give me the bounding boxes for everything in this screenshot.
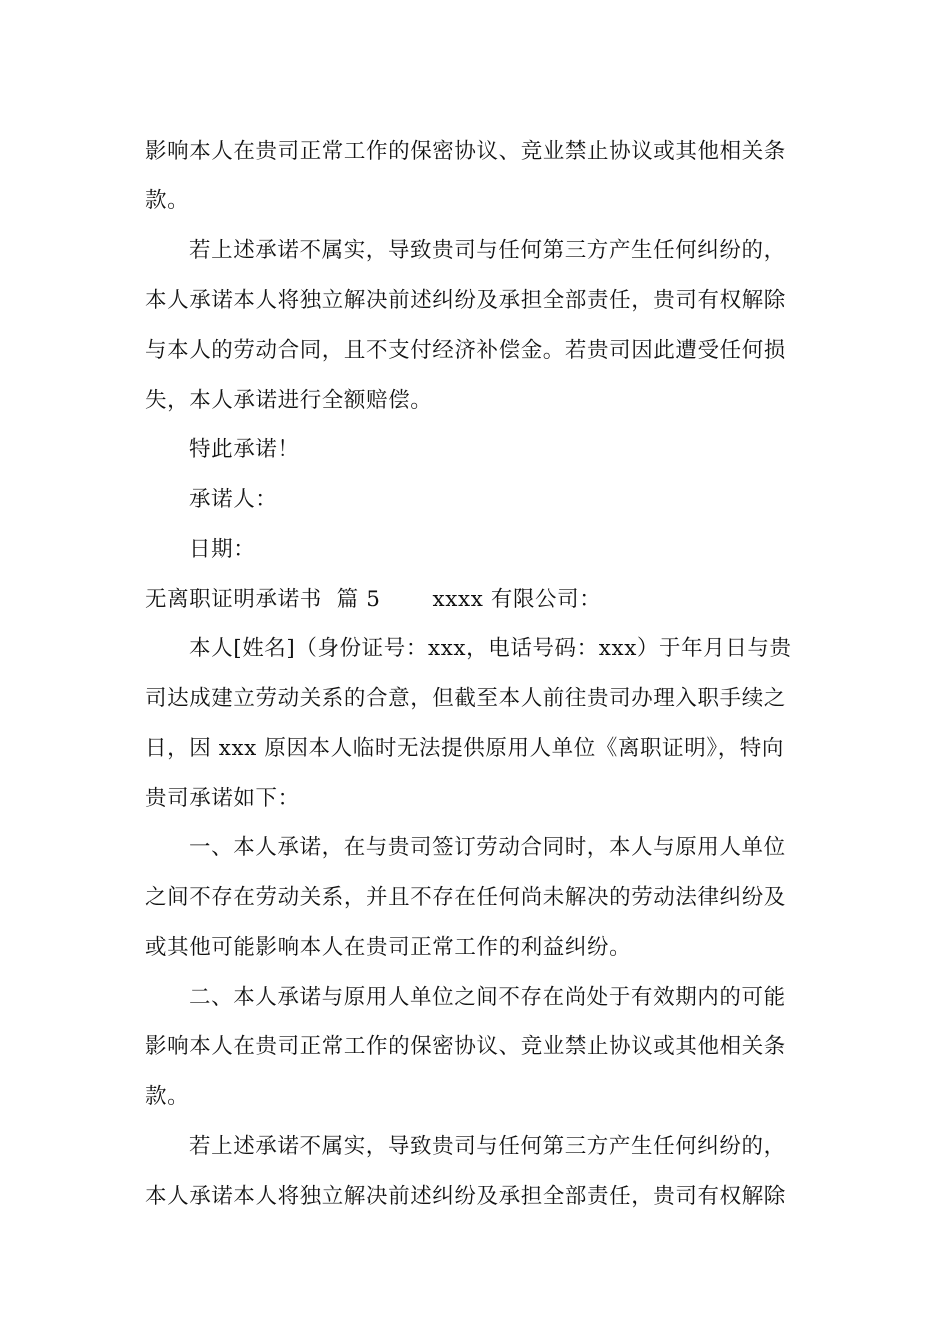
text-line: 与本人的劳动合同，且不支付经济补偿金。若贵司因此遭受任何损	[145, 338, 786, 363]
text-line: 承诺人：	[189, 487, 278, 512]
text-line: 影响本人在贵司正常工作的保密协议、竞业禁止协议或其他相关条	[145, 1034, 786, 1059]
text-line: 或其他可能影响本人在贵司正常工作的利益纠纷。	[145, 935, 632, 960]
text-line: 特此承诺！	[189, 437, 300, 462]
text-line: 若上述承诺不属实，导致贵司与任何第三方产生任何纠纷的，	[189, 1134, 786, 1159]
text-line: 一、本人承诺，在与贵司签订劳动合同时，本人与原用人单位	[189, 835, 786, 860]
text-line: 款。	[145, 188, 190, 213]
section-heading: 无离职证明承诺书 篇 5 xxxx 有限公司：	[145, 587, 602, 612]
text-line: 本人承诺本人将独立解决前述纠纷及承担全部责任，贵司有权解除	[145, 288, 786, 313]
text-line: 日，因 xxx 原因本人临时无法提供原用人单位《离职证明》，特向	[145, 736, 784, 761]
text-line: 影响本人在贵司正常工作的保密协议、竞业禁止协议或其他相关条	[145, 139, 786, 164]
text-line: 本人承诺本人将独立解决前述纠纷及承担全部责任，贵司有权解除	[145, 1184, 786, 1209]
text-line: 司达成建立劳动关系的合意，但截至本人前往贵司办理入职手续之	[145, 686, 786, 711]
text-line: 本人[姓名]（身份证号：xxx，电话号码：xxx）于年月日与贵	[189, 636, 792, 661]
text-line: 贵司承诺如下：	[145, 786, 300, 811]
text-line: 若上述承诺不属实，导致贵司与任何第三方产生任何纠纷的，	[189, 238, 786, 263]
text-line: 日期：	[189, 537, 256, 562]
text-line: 款。	[145, 1084, 190, 1109]
text-line: 失，本人承诺进行全额赔偿。	[145, 388, 433, 413]
text-line: 之间不存在劳动关系，并且不存在任何尚未解决的劳动法律纠纷及	[145, 885, 786, 910]
text-line: 二、本人承诺与原用人单位之间不存在尚处于有效期内的可能	[189, 985, 786, 1010]
